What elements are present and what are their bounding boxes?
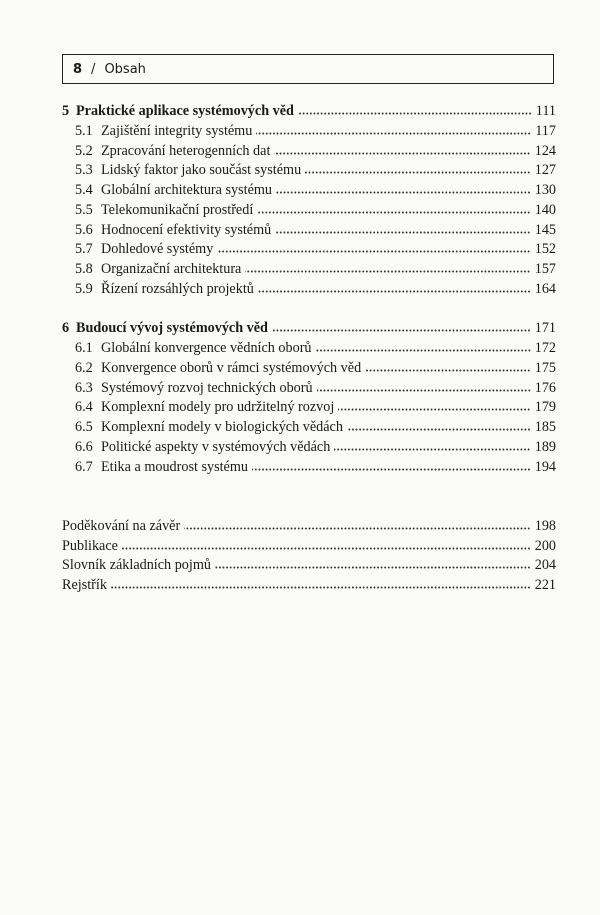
entry-number: 6.5 <box>75 419 93 435</box>
toc-section-entry[interactable] <box>62 418 556 438</box>
entry-title: Dohledové systémy <box>101 241 214 258</box>
entry-page-number: 127 <box>534 162 556 179</box>
toc-section-entry[interactable] <box>62 438 556 458</box>
dot-leader <box>122 546 531 550</box>
entry-page-number: 204 <box>534 557 556 574</box>
entry-title: Řízení rozsáhlých projektů <box>101 280 254 297</box>
entry-number: 5.6 <box>75 221 93 238</box>
entry-page-number: 185 <box>534 419 556 435</box>
header-separator: / <box>91 61 96 77</box>
entry-page-number: 164 <box>534 280 556 297</box>
entry-number: 5.5 <box>75 201 93 218</box>
entry-title: Konvergence oborů v rámci systémových věd <box>101 359 362 376</box>
dot-leader <box>298 111 532 115</box>
entry-number: 6.1 <box>75 340 93 356</box>
entry-page-number: 194 <box>534 458 556 475</box>
toc-section-entry[interactable] <box>62 142 556 162</box>
entry-title: Budoucí vývoj systémových věd <box>76 320 268 337</box>
toc-section-entry[interactable] <box>62 280 556 300</box>
entry-page-number: 172 <box>534 340 556 356</box>
entry-number: 5.7 <box>75 241 93 258</box>
entry-title: Systémový rozvoj technických oborů <box>101 379 313 396</box>
entry-title: Komplexní modely pro udržitelný rozvoj <box>101 399 335 416</box>
dot-leader <box>338 407 530 411</box>
entry-title: Zpracování heterogenních dat <box>101 142 271 159</box>
dot-leader <box>256 131 531 135</box>
dot-leader <box>365 368 531 372</box>
entry-number: 5 <box>62 103 70 119</box>
spacer <box>62 497 556 517</box>
toc-backmatter-entry[interactable] <box>62 517 556 537</box>
entry-page-number: 179 <box>534 399 556 416</box>
entry-title: Hodnocení efektivity systémů <box>101 221 272 238</box>
toc-backmatter-entry[interactable] <box>62 537 556 557</box>
dot-leader <box>305 170 531 174</box>
entry-number: 5.8 <box>75 261 93 277</box>
dot-leader <box>275 230 531 234</box>
spacer <box>62 300 556 320</box>
toc-section-entry[interactable] <box>62 181 556 201</box>
entry-title: Globální konvergence vědních oborů <box>101 340 312 356</box>
entry-title: Slovník základních pojmů <box>62 557 211 574</box>
toc-section-entry[interactable] <box>62 379 556 399</box>
dot-leader <box>252 467 531 471</box>
toc-chapter-entry[interactable] <box>62 102 556 122</box>
toc-section-entry[interactable] <box>62 161 556 181</box>
dot-leader <box>274 151 530 155</box>
entry-page-number: 200 <box>534 537 556 554</box>
entry-title: Telekomunikační prostředí <box>101 201 254 218</box>
entry-page-number: 221 <box>534 577 556 593</box>
entry-title: Komplexní modely v biologických vědách <box>101 419 343 435</box>
dot-leader <box>272 328 531 332</box>
dot-leader <box>111 585 531 589</box>
entry-title: Poděkování na závěr <box>62 517 181 534</box>
entry-number: 5.4 <box>75 182 93 198</box>
entry-number: 6.3 <box>75 379 93 396</box>
entry-number: 6 <box>62 320 70 337</box>
dot-leader <box>245 269 530 273</box>
dot-leader <box>276 190 531 194</box>
entry-title: Globální architektura systému <box>101 182 272 198</box>
entry-page-number: 157 <box>534 261 556 277</box>
entry-number: 5.2 <box>75 142 93 159</box>
dot-leader <box>334 447 530 451</box>
toc-section-entry[interactable] <box>62 240 556 260</box>
dot-leader <box>257 210 530 214</box>
table-of-contents <box>62 102 556 596</box>
entry-page-number: 117 <box>535 122 556 139</box>
entry-number: 6.2 <box>75 359 93 376</box>
toc-section-entry[interactable] <box>62 201 556 221</box>
entry-page-number: 111 <box>535 103 556 119</box>
toc-backmatter-entry[interactable] <box>62 576 556 596</box>
entry-page-number: 189 <box>534 438 556 455</box>
entry-page-number: 140 <box>534 201 556 218</box>
entry-number: 6.6 <box>75 438 93 455</box>
dot-leader <box>258 289 531 293</box>
entry-title: Organizační architektura <box>101 261 242 277</box>
toc-section-entry[interactable] <box>62 260 556 280</box>
entry-title: Publikace <box>62 537 118 554</box>
entry-page-number: 124 <box>534 142 556 159</box>
entry-page-number: 175 <box>534 359 556 376</box>
dot-leader <box>317 388 531 392</box>
dot-leader <box>184 526 531 530</box>
entry-page-number: 176 <box>534 379 556 396</box>
dot-leader <box>316 348 531 352</box>
toc-section-entry[interactable] <box>62 398 556 418</box>
toc-section-entry[interactable] <box>62 359 556 379</box>
entry-number: 6.7 <box>75 458 93 475</box>
dot-leader <box>217 249 530 253</box>
toc-section-entry[interactable] <box>62 221 556 241</box>
entry-title: Zajištění integrity systému <box>101 122 253 139</box>
entry-number: 5.9 <box>75 280 93 297</box>
entry-page-number: 198 <box>534 517 556 534</box>
header-section-title: Obsah <box>104 61 146 77</box>
entry-title: Rejstřík <box>62 577 107 593</box>
entry-number: 5.3 <box>75 162 93 179</box>
running-header <box>62 54 554 84</box>
dot-leader <box>347 427 531 431</box>
entry-number: 6.4 <box>75 399 93 416</box>
entry-page-number: 145 <box>534 221 556 238</box>
entry-title: Politické aspekty v systémových vědách <box>101 438 331 455</box>
toc-backmatter-entry[interactable] <box>62 556 556 576</box>
spacer <box>62 477 556 497</box>
header-page-number: 8 <box>73 61 83 77</box>
entry-page-number: 171 <box>534 320 556 337</box>
entry-page-number: 152 <box>534 241 556 258</box>
entry-number: 5.1 <box>75 122 93 139</box>
entry-title: Lidský faktor jako součást systému <box>101 162 302 179</box>
toc-section-entry[interactable] <box>62 458 556 478</box>
toc-section-entry[interactable] <box>62 122 556 142</box>
entry-page-number: 130 <box>534 182 556 198</box>
entry-title: Etika a moudrost systému <box>101 458 248 475</box>
entry-title: Praktické aplikace systémových věd <box>76 103 294 119</box>
toc-section-entry[interactable] <box>62 339 556 359</box>
dot-leader <box>215 565 531 569</box>
toc-chapter-entry[interactable] <box>62 319 556 339</box>
